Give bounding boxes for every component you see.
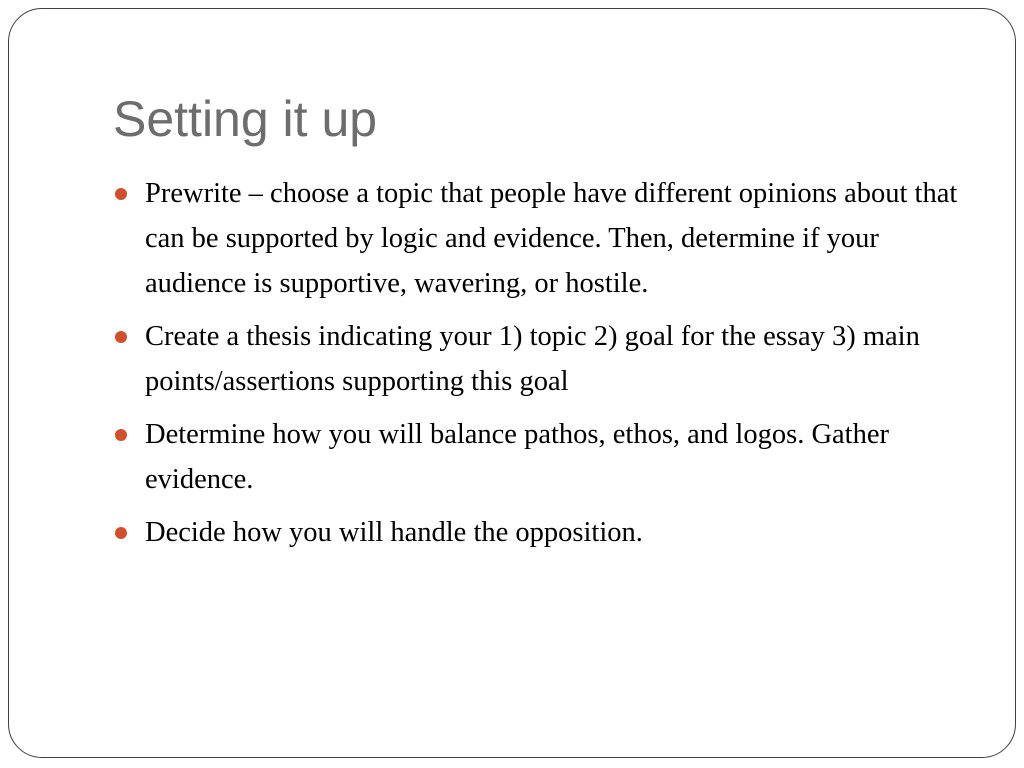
bullet-text: Decide how you will handle the opposition.: [145, 517, 643, 548]
bullet-text: Create a thesis indicating your 1) topic 2) goal for the essay 3) main points/assertions supporting this goal: [145, 321, 920, 397]
bullet-item-opposition: [115, 510, 975, 555]
bullet-item-balance: [115, 412, 975, 502]
round-bullet-icon: [115, 188, 127, 200]
slide-frame: [8, 8, 1016, 758]
bullet-item-prewrite: [115, 171, 975, 306]
round-bullet-icon: [115, 527, 127, 539]
bullet-item-thesis: [115, 314, 975, 404]
round-bullet-icon: [115, 429, 127, 441]
bullet-text: Determine how you will balance pathos, ethos, and logos. Gather evidence.: [145, 419, 889, 495]
round-bullet-icon: [115, 331, 127, 343]
bullet-list: [115, 171, 975, 563]
slide-title: Setting it up: [113, 91, 378, 147]
bullet-text: Prewrite – choose a topic that people have different opinions about that can be supported by logic and evidence. Then, determine if your audience is supportive, wavering, or hostile.: [145, 178, 958, 299]
